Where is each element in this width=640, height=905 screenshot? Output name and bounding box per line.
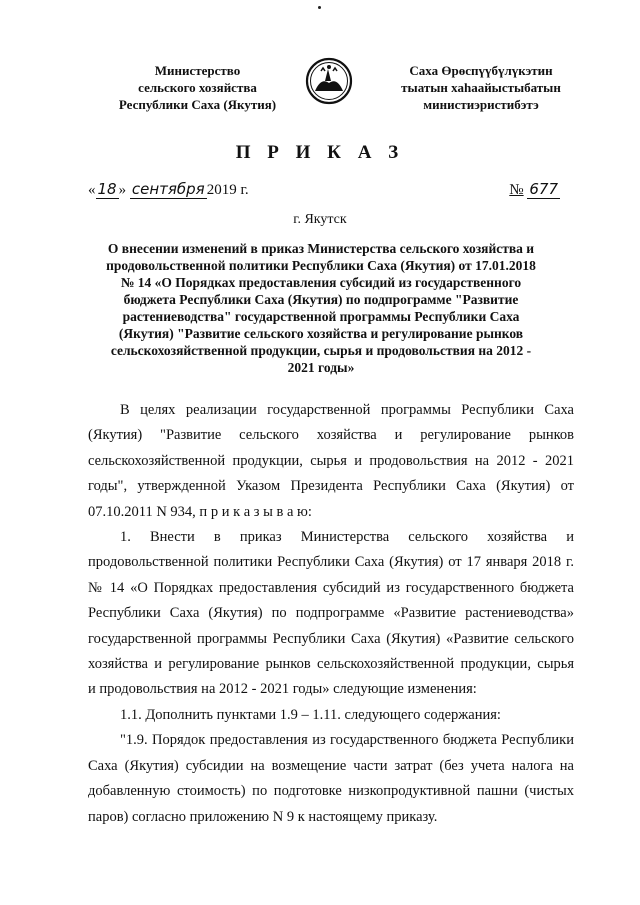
order-subject: [88, 240, 554, 376]
subject-line: бюджета Республики Саха (Якутия) по подпрограмме "Развитие: [123, 292, 519, 307]
subject-line: № 14 «О Порядках предоставления субсидий из государственного: [120, 275, 522, 290]
document-body: [88, 398, 574, 830]
text-line: 1.1. Дополнить пунктами 1.9 – 1.11. следующего содержания:: [120, 706, 501, 723]
order-number-label: №: [509, 182, 524, 198]
ministry-name-line: Саха Өрөспүүбүлүкэтин: [409, 63, 553, 78]
text-line: и продовольствия на 2012 - 2021 годы» следующие изменения:: [88, 681, 477, 698]
ministry-name-line: сельского хозяйства: [138, 80, 257, 95]
page-mark: [318, 6, 321, 9]
date-year: 2019 г.: [206, 182, 249, 198]
subject-line: продовольственной политики Республики Саха (Якутия) от 17.01.2018: [106, 258, 536, 273]
item-1-9-paragraph: [88, 728, 574, 830]
ministry-name-line: тыатын хаһаайыстыбатын: [401, 80, 561, 95]
text-line: годы", утвержденной Указом Президента Республики Саха (Якутия) от: [88, 478, 574, 495]
date-month: сентября: [131, 180, 205, 198]
ministry-name-line: Республики Саха (Якутия): [118, 97, 277, 112]
date-day: 18: [97, 180, 117, 198]
text-line: государственной программы Республики Саха (Якутия) «Развитие сельского: [88, 630, 574, 647]
text-line: хозяйства и регулирование рынков сельскохозяйственной продукции, сырья: [88, 656, 574, 673]
ministry-name-yakut: [376, 62, 586, 113]
text-line: "1.9. Порядок предоставления из государственного бюджета Республики: [120, 732, 574, 749]
subject-line: О внесении изменений в приказ Министерства сельского хозяйства и: [107, 241, 535, 256]
ministry-name-russian: [105, 62, 290, 113]
text-line: № 14 «О Порядках предоставления субсидий из государственного бюджета: [88, 579, 574, 596]
text-line: (Якутия) "Развитие сельского хозяйства и регулирование рынков: [88, 427, 574, 444]
order-date: [88, 180, 249, 199]
text-line: В целях реализации государственной программы Республики Саха: [120, 402, 574, 418]
date-open-quote: «: [88, 182, 96, 198]
emblem-icon: [305, 57, 353, 105]
document-title: П Р И К А З: [235, 142, 405, 163]
ministry-name-line: министиэристибэтэ: [423, 97, 539, 112]
text-line: 07.10.2011 N 934, п р и к а з ы в а ю:: [88, 503, 312, 520]
subject-line: 2021 годы»: [287, 360, 355, 375]
text-line: добавленную стоимость) по подготовке низкопродуктивной пашни (чистых: [88, 783, 574, 800]
text-line: 1. Внести в приказ Министерства сельского хозяйства и: [120, 529, 574, 546]
order-number: [509, 180, 560, 199]
item-1-paragraph: [88, 525, 574, 703]
text-line: сельскохозяйственной продукции, сырья и продовольствия на 2012 - 2021: [88, 452, 574, 469]
date-close-quote: »: [118, 182, 127, 198]
subject-line: (Якутия) "Развитие сельского хозяйства и регулирование рынков: [118, 326, 524, 341]
text-line: Республики Саха (Якутия) по подпрограмме «Развитие растениеводства»: [88, 605, 574, 622]
ministry-name-line: Министерство: [154, 63, 241, 78]
preamble-paragraph: [88, 398, 574, 525]
subject-line: растениеводства" государственной программы Республики Саха: [122, 309, 520, 324]
text-line: продовольственной политики Республики Саха (Якутия) от 17 января 2018 г.: [88, 554, 574, 571]
order-number-value: 677: [529, 180, 558, 198]
text-line: паров) согласно приложению N 9 к настоящему приказу.: [88, 808, 438, 825]
text-line: Саха (Якутия) субсидии на возмещение части затрат (без учета налога на: [88, 757, 574, 774]
subject-line: сельскохозяйственной продукции, сырья и продовольствия на 2012 -: [110, 343, 532, 358]
city-name: г. Якутск: [293, 212, 347, 227]
item-1-1-paragraph: [88, 703, 574, 728]
